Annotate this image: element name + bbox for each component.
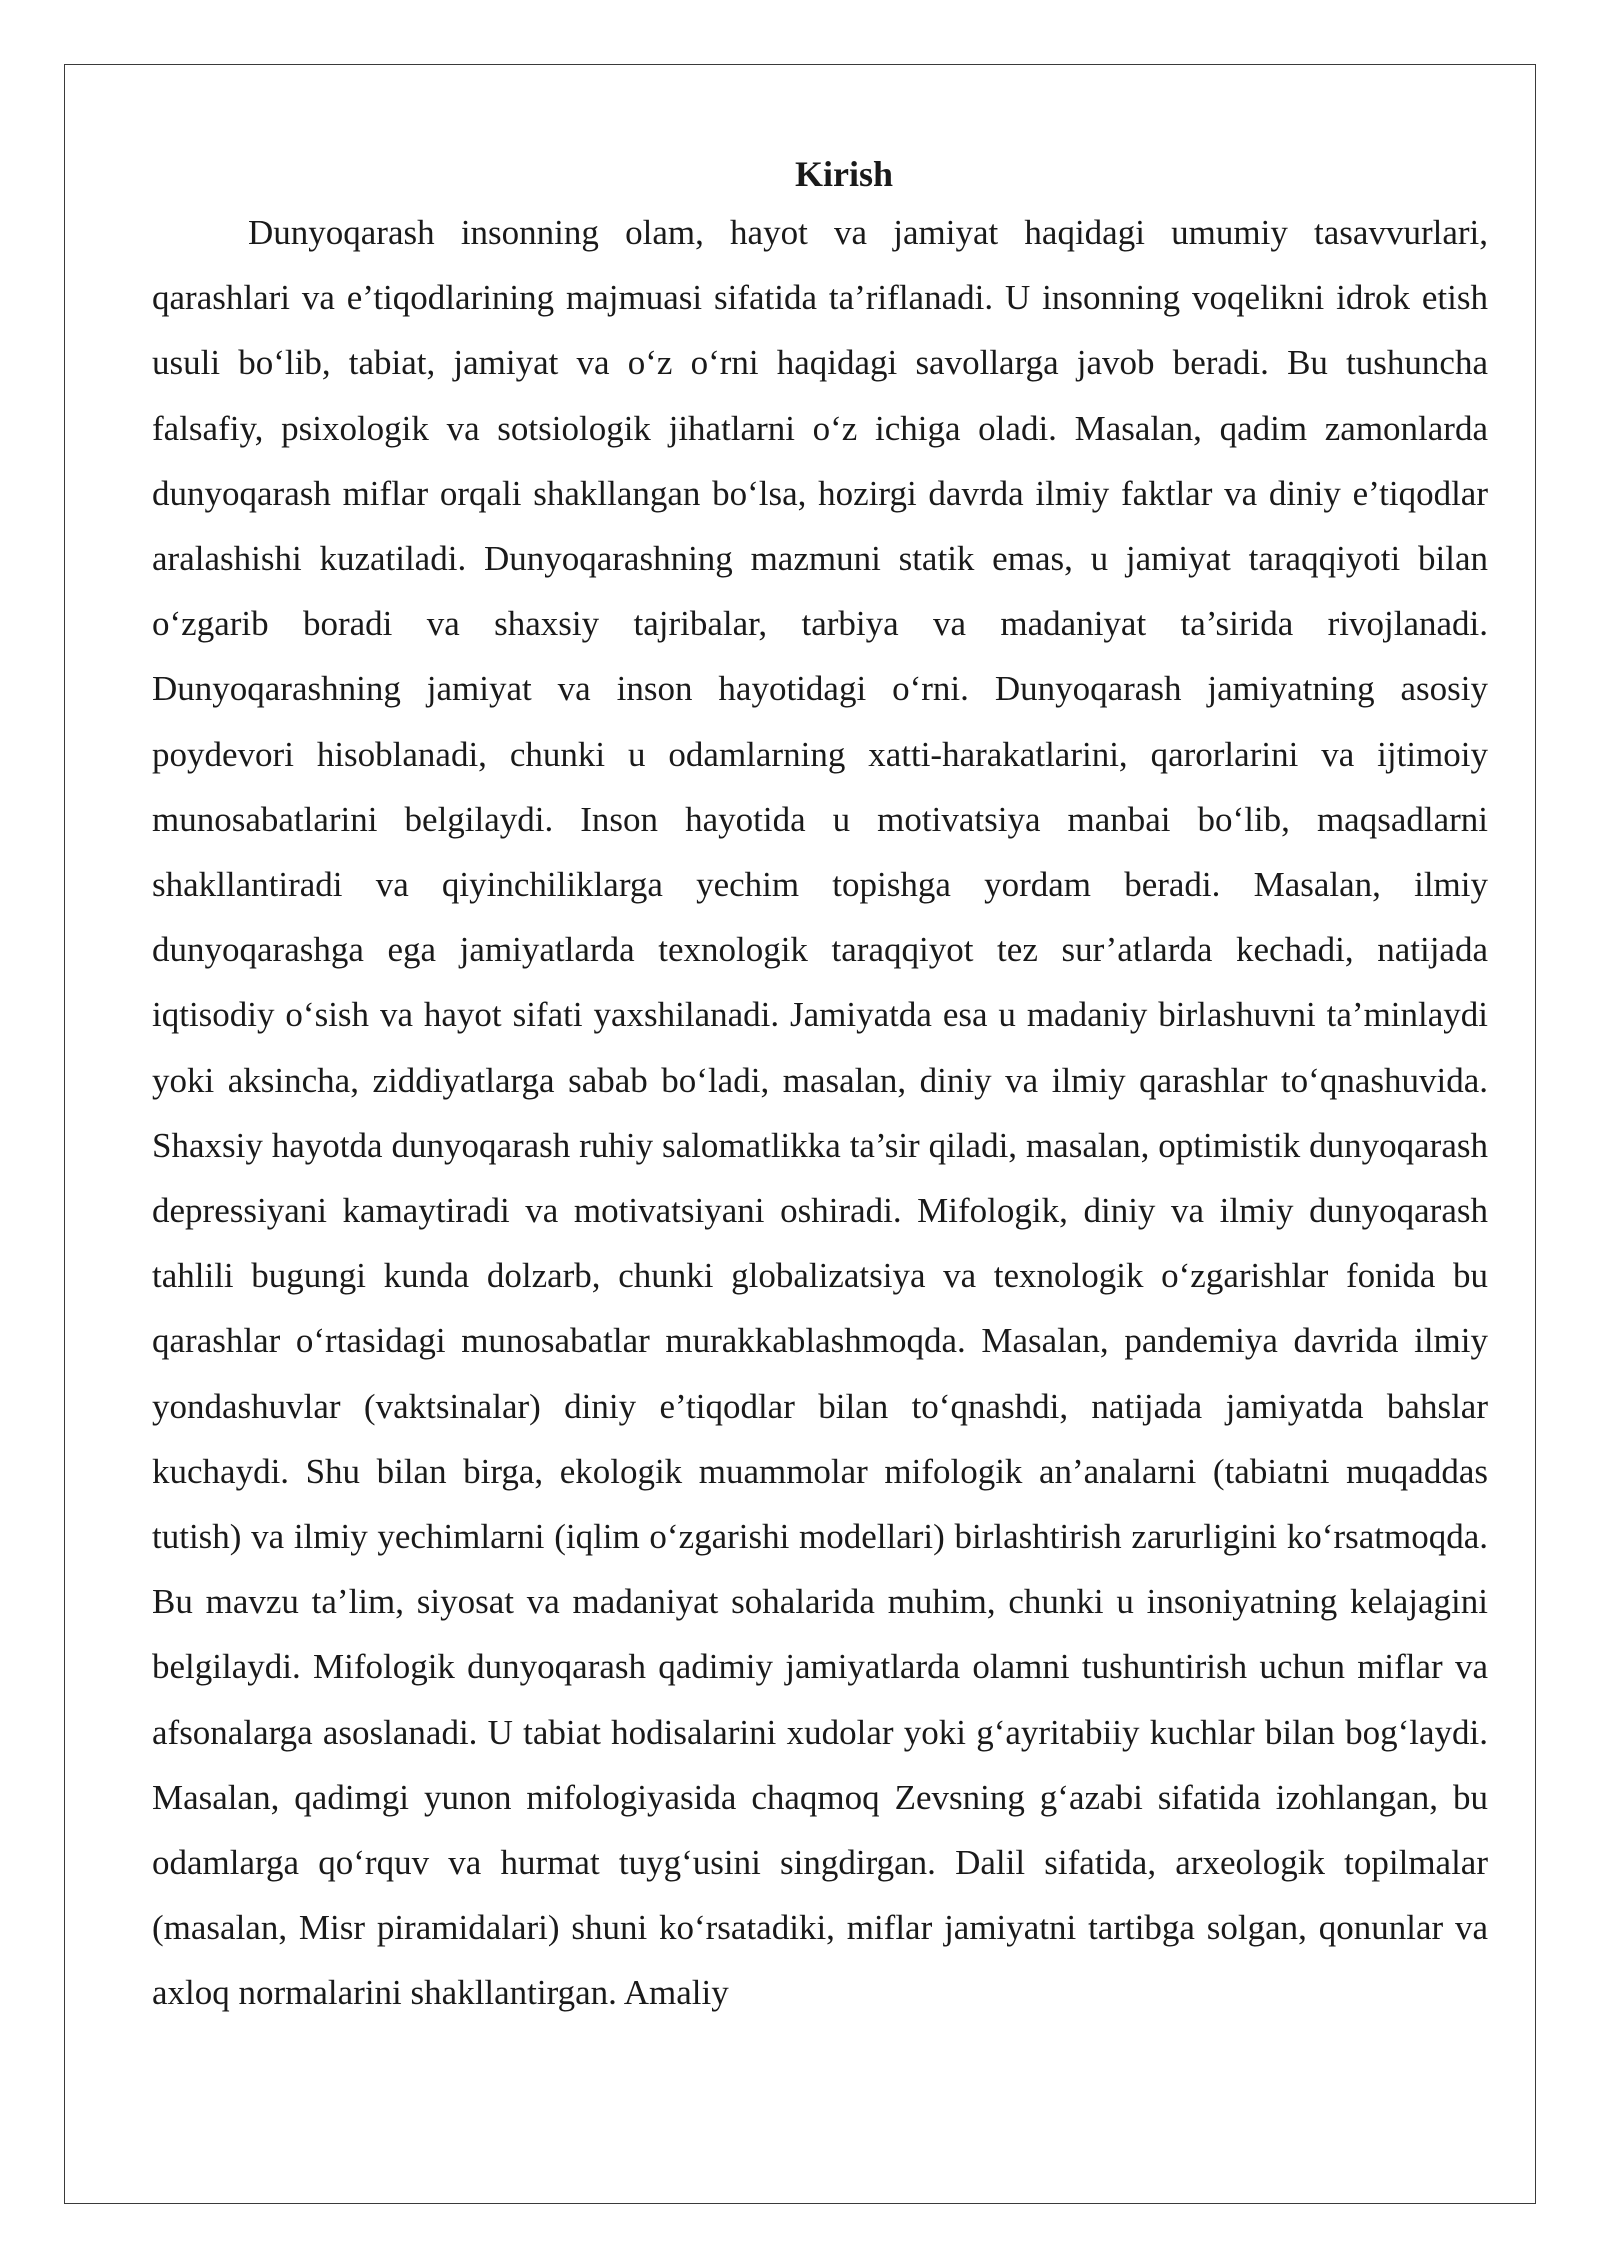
body-paragraph: Dunyoqarash insonning olam, hayot va jamiyat haqidagi umumiy tasavvurlari, qarashlari va e’tiqodlarining majmuasi sifatida ta’riflanadi. U insonning voqelikni idrok etish usuli bo‘lib, tabiat, jamiyat va o‘z o‘rni haqidagi savollarga javob beradi. Bu tushuncha falsafiy, psixologik va sotsiologik jihatlarni o‘z ichiga oladi. Masalan, qadim zamonlarda dunyoqarash miflar orqali shakllangan bo‘lsa, hozirgi davrda ilmiy faktlar va diniy e’tiqodlar aralashishi kuzatiladi. Dunyoqarashning mazmuni statik emas, u jamiyat taraqqiyoti bilan o‘zgarib boradi va shaxsiy tajribalar, tarbiya va madaniyat ta’sirida rivojlanadi. Dunyoqarashning jamiyat va inson hayotidagi o‘rni. Dunyoqarash jamiyatning asosiy poydevori hisoblanadi, chunki u odamlarning xatti-harakatlarini, qarorlarini va ijtimoiy munosabatlarini belgilaydi. Inson hayotida u motivatsiya manbai bo‘lib, maqsadlarni shakllantiradi va qiyinchiliklarga yechim topishga yordam beradi. Masalan, ilmiy dunyoqarashga ega jamiyatlarda texnologik taraqqiyot tez sur’atlarda kechadi, natijada iqtisodiy o‘sish va hayot sifati yaxshilanadi. Jamiyatda esa u madaniy birlashuvni ta’minlaydi yoki aksincha, ziddiyatlarga sabab bo‘ladi, masalan, diniy va ilmiy qarashlar to‘qnashuvida. Shaxsiy hayotda dunyoqarash ruhiy salomatlikka ta’sir qiladi, masalan, optimistik dunyoqarash depressiyani kamaytiradi va motivatsiyani oshiradi. Mifologik, diniy va ilmiy dunyoqarash tahlili bugungi kunda dolzarb, chunki globalizatsiya va texnologik o‘zgarishlar fonida bu qarashlar o‘rtasidagi munosabatlar murakkablashmoqda. Masalan, pandemiya davrida ilmiy yondashuvlar (vaktsinalar) diniy e’tiqodlar bilan to‘qnashdi, natijada jamiyatda bahslar kuchaydi. Shu bilan birga, ekologik muammolar mifologik an’analarni (tabiatni muqaddas tutish) va ilmiy yechimlarni (iqlim o‘zgarishi modellari) birlashtirish zarurligini ko‘rsatmoqda. Bu mavzu ta’lim, siyosat va madaniyat sohalarida muhim, chunki u insoniyatning kelajagini belgilaydi. Mifologik dunyoqarash qadimiy jamiyatlarda olamni tushuntirish uchun miflar va afsonalarga asoslanadi. U tabiat hodisalarini xudolar yoki g‘ayritabiiy kuchlar bilan bog‘laydi. Masalan, qadimgi yunon mifologiyasida chaqmoq Zevsning g‘azabi sifatida izohlangan, bu odamlarga qo‘rquv va hurmat tuyg‘usini singdirgan. Dalil sifatida, arxeologik topilmalar (masalan, Misr piramidalari) shuni ko‘rsatadiki, miflar jamiyatni tartibga solgan, qonunlar va axloq normalarini shakllantirgan. Amaliy [152,213,1488,2013]
section-heading: Kirish [794,154,893,194]
document-content [152,148,1488,2026]
